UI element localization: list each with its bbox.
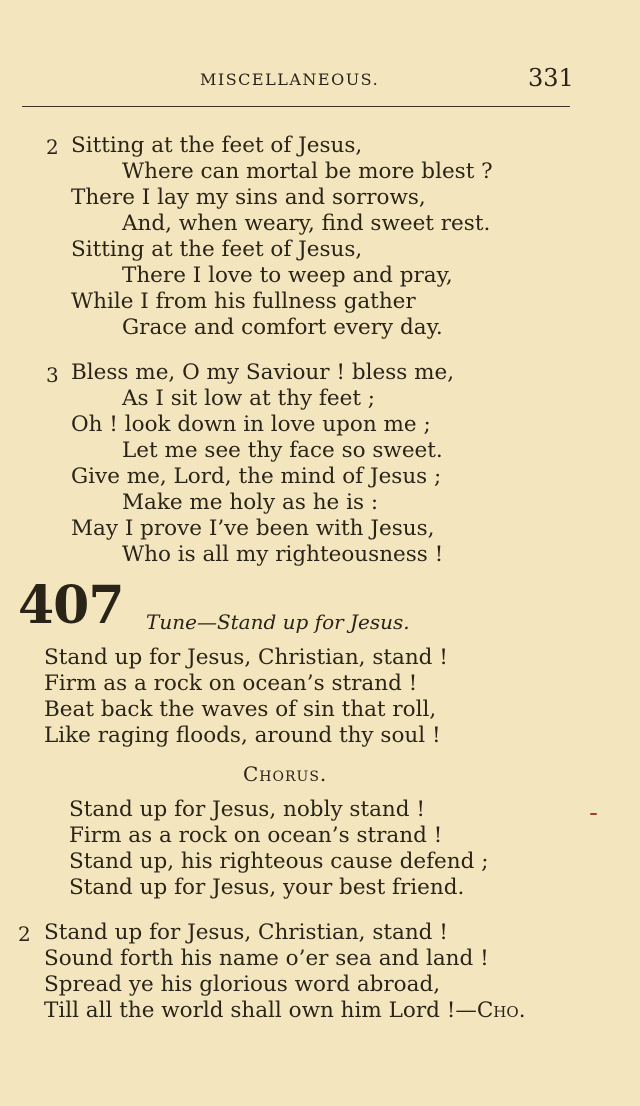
verse-line: Beat back the waves of sin that roll, (44, 697, 437, 722)
chorus-line: Firm as a rock on ocean’s strand ! (69, 823, 443, 848)
header-rule (22, 106, 570, 107)
verse-line: Stand up for Jesus, Christian, stand ! (44, 920, 448, 945)
ink-speck (590, 813, 597, 815)
verse-line: May I prove I’ve been with Jesus, (71, 516, 435, 541)
chorus-line: Stand up for Jesus, nobly stand ! (69, 797, 425, 822)
verse-line: Bless me, O my Saviour ! bless me, (71, 360, 455, 385)
verse-line: Sitting at the feet of Jesus, (71, 237, 363, 262)
chorus-line: Stand up for Jesus, your best friend. (69, 875, 465, 900)
verse-line: Sitting at the feet of Jesus, (71, 133, 363, 158)
verse-line: Where can mortal be more blest ? (122, 159, 493, 184)
verse-line: Sound forth his name o’er sea and land ! (44, 946, 489, 971)
verse-number: 2 (18, 922, 31, 946)
chorus-heading: Chorus. (243, 762, 328, 786)
verse-line: Oh ! look down in love upon me ; (71, 412, 431, 437)
verse-line: Make me holy as he is : (122, 490, 379, 515)
verse-line: There I lay my sins and sorrows, (71, 185, 426, 210)
verse-line: Let me see thy face so sweet. (122, 438, 443, 463)
page-number: 331 (528, 64, 574, 92)
verse-line: Grace and comfort every day. (122, 315, 443, 340)
running-head: MISCELLANEOUS. (200, 70, 380, 89)
verse-line: There I love to weep and pray, (122, 263, 453, 288)
verse-line: Spread ye his glorious word abroad, (44, 972, 441, 997)
verse-line: Stand up for Jesus, Christian, stand ! (44, 645, 448, 670)
verse-line-with-chorus-ref (44, 998, 526, 1024)
verse-line: Till all the world shall own him Lord !— (44, 998, 477, 1023)
verse-line: Give me, Lord, the mind of Jesus ; (71, 464, 442, 489)
verse-line: And, when weary, find sweet rest. (122, 211, 491, 236)
verse-number: 3 (46, 363, 59, 387)
verse-line: While I from his fullness gather (71, 289, 416, 314)
verse-line: Firm as a rock on ocean’s strand ! (44, 671, 418, 696)
hymn-number: 407 (18, 575, 124, 636)
verse-line: Like raging floods, around thy soul ! (44, 723, 441, 748)
chorus-line: Stand up, his righteous cause defend ; (69, 849, 489, 874)
verse-line: As I sit low at thy feet ; (122, 386, 376, 411)
tune-name: Tune—Stand up for Jesus. (146, 610, 410, 634)
verse-number: 2 (46, 135, 59, 159)
chorus-reference: Cho. (476, 998, 526, 1023)
verse-line: Who is all my righteousness ! (122, 542, 444, 567)
